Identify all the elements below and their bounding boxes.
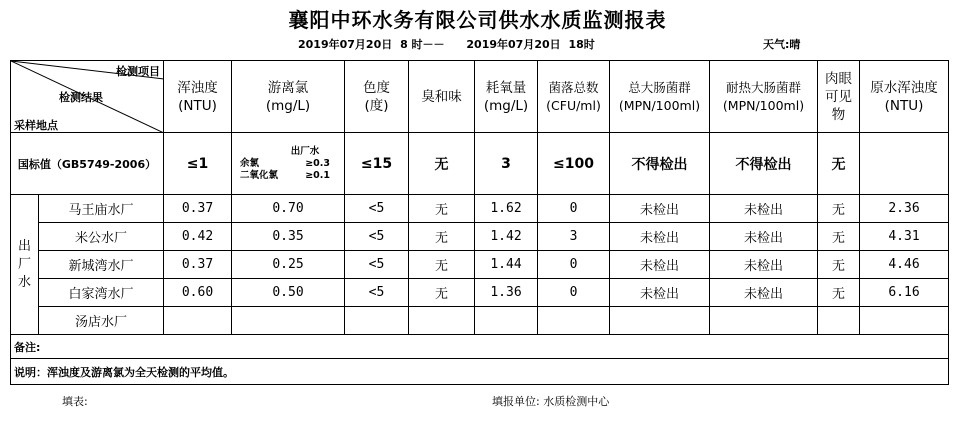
cod-value: 1.44 [475,251,538,279]
color-value: <5 [345,195,409,223]
chlorine-value: 0.25 [232,251,345,279]
header-row [11,61,949,133]
col-header-cod: 耗氧量 (mg/L) [475,61,538,133]
chlorine-type: 出厂水 [290,145,320,157]
plant-name: 新城湾水厂 [39,251,164,279]
start-date: 2019年07月20日 [298,38,393,51]
turbidity-value [164,307,232,335]
reporting-unit: 填报单位: 水质检测中心 [492,395,610,408]
chlorine-value [232,307,345,335]
standard-thermo-coliform: 不得检出 [710,133,818,195]
plant-name: 米公水厂 [39,223,164,251]
turbidity-value: 0.37 [164,251,232,279]
bacteria-value: 3 [538,223,610,251]
odor-value: 无 [409,251,475,279]
cod-value: 1.62 [475,195,538,223]
corner-site-label: 采样地点 [14,119,58,132]
chlorine-value: 0.50 [232,279,345,307]
end-hour: 18时 [568,38,595,51]
plant-name: 白家湾水厂 [39,279,164,307]
chlorine-value: 0.35 [232,223,345,251]
visible-matter-value: 无 [818,195,860,223]
coliform-value: 未检出 [610,279,710,307]
end-date: 2019年07月20日 [466,38,561,51]
table-row [11,251,949,279]
odor-value: 无 [409,223,475,251]
plant-name: 汤店水厂 [39,307,164,335]
odor-value [409,307,475,335]
color-value [345,307,409,335]
standard-coliform: 不得检出 [610,133,710,195]
col-header-chlorine: 游离氯 (mg/L) [232,61,345,133]
standard-raw-turbidity [860,133,949,195]
standard-turbidity: ≤1 [164,133,232,195]
header-corner [11,61,164,133]
bacteria-value: 0 [538,251,610,279]
visible-matter-value [818,307,860,335]
note-text: 说明：浑浊度及游离氯为全天检测的平均值。 [11,359,949,385]
standard-odor: 无 [409,133,475,195]
turbidity-value: 0.42 [164,223,232,251]
cod-value: 1.36 [475,279,538,307]
plant-name: 马王庙水厂 [39,195,164,223]
col-header-thermo-coliform: 耐热大肠菌群 (MPN/100ml) [710,61,818,133]
corner-item-label: 检测项目 [116,65,160,78]
table-row [11,279,949,307]
odor-value: 无 [409,279,475,307]
table-row [11,307,949,335]
col-header-color: 色度 (度) [345,61,409,133]
standard-row [11,133,949,195]
raw-turbidity-value [860,307,949,335]
coliform-value [610,307,710,335]
remark-label: 备注: [11,335,949,359]
col-header-raw-turbidity: 原水浑浊度 (NTU) [860,61,949,133]
thermo-coliform-value: 未检出 [710,223,818,251]
note-row [11,359,949,385]
col-header-bacteria: 菌落总数 (CFU/ml) [538,61,610,133]
cod-value: 1.42 [475,223,538,251]
standard-color: ≤15 [345,133,409,195]
color-value: <5 [345,223,409,251]
outlet-water-group-label: 出 厂 水 [11,195,39,335]
col-header-visible-matter: 肉眼可见物 [818,61,860,133]
visible-matter-value: 无 [818,223,860,251]
table-row [11,223,949,251]
raw-turbidity-value: 4.46 [860,251,949,279]
bacteria-value [538,307,610,335]
filler-label: 填表: [62,395,88,408]
bacteria-value: 0 [538,279,610,307]
standard-chlorine: 出厂水 余氯 ≥0.3 二氧化氯 ≥0.1 [232,133,345,195]
start-hour: 8 时－－ [400,38,445,51]
standard-label: 国标值（GB5749-2006） [11,133,164,195]
color-value: <5 [345,251,409,279]
chlorine-value: 0.70 [232,195,345,223]
thermo-coliform-value: 未检出 [710,251,818,279]
weather: 天气:晴 [763,38,801,51]
standard-visible-matter: 无 [818,133,860,195]
report-time-range [298,36,599,52]
turbidity-value: 0.37 [164,195,232,223]
visible-matter-value: 无 [818,251,860,279]
odor-value: 无 [409,195,475,223]
cod-value [475,307,538,335]
thermo-coliform-value [710,307,818,335]
coliform-value: 未检出 [610,223,710,251]
visible-matter-value: 无 [818,279,860,307]
corner-result-label: 检测结果 [59,91,103,104]
raw-turbidity-value: 6.16 [860,279,949,307]
table-row [11,195,949,223]
report-title: 襄阳中环水务有限公司供水水质监测报表 [288,8,667,32]
standard-bacteria: ≤100 [538,133,610,195]
col-header-turbidity: 浑浊度 (NTU) [164,61,232,133]
raw-turbidity-value: 2.36 [860,195,949,223]
col-header-coliform: 总大肠菌群 (MPN/100ml) [610,61,710,133]
thermo-coliform-value: 未检出 [710,195,818,223]
standard-cod: 3 [475,133,538,195]
coliform-value: 未检出 [610,195,710,223]
raw-turbidity-value: 4.31 [860,223,949,251]
color-value: <5 [345,279,409,307]
col-header-odor: 臭和味 [409,61,475,133]
remark-row [11,335,949,359]
coliform-value: 未检出 [610,251,710,279]
turbidity-value: 0.60 [164,279,232,307]
thermo-coliform-value: 未检出 [710,279,818,307]
bacteria-value: 0 [538,195,610,223]
water-quality-table [10,60,949,385]
